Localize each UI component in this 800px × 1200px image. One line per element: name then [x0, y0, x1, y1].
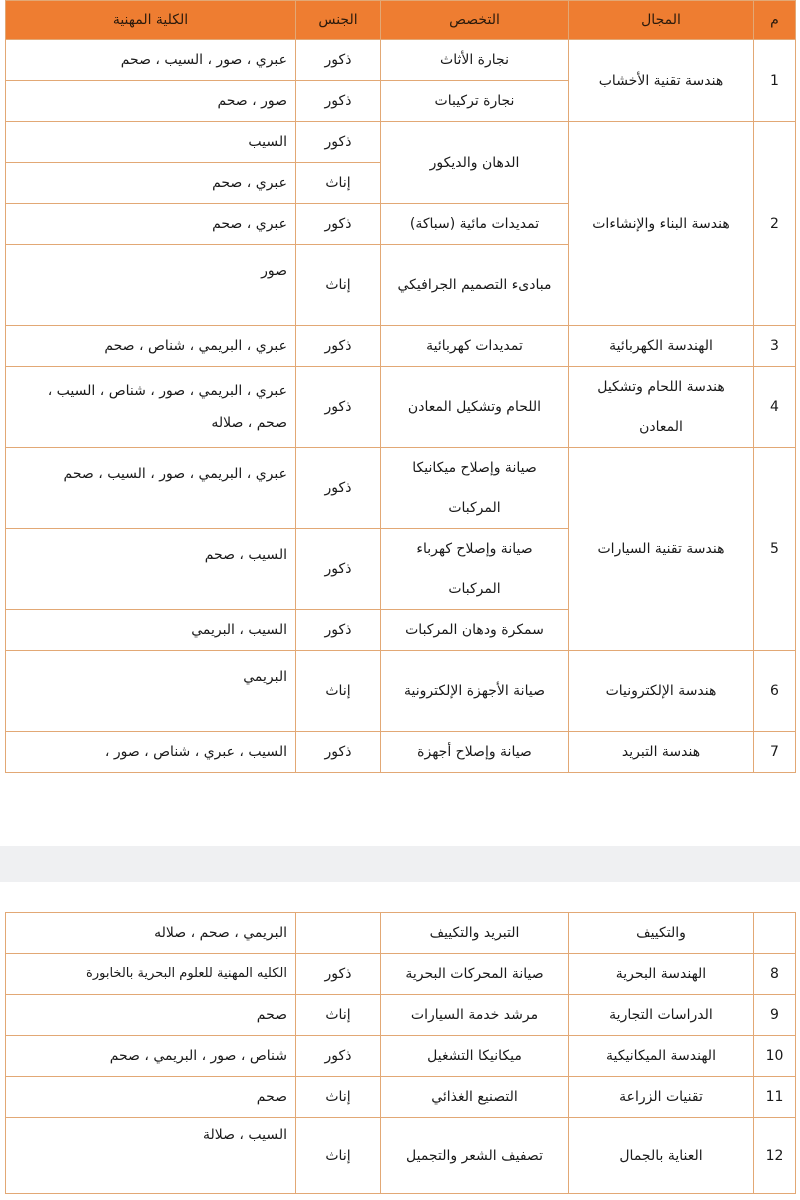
field-cell: هندسة البناء والإنشاءات [569, 122, 754, 326]
header-college: الكلية المهنية [6, 1, 296, 40]
gender-cell: ذكور [296, 40, 381, 81]
college-cell: صحم [6, 1077, 296, 1118]
gender-cell: ذكور [296, 732, 381, 773]
specialization-cell: نجارة الأثاث [381, 40, 569, 81]
field-cell: الهندسة الكهربائية [569, 326, 754, 367]
field-cell: والتكييف [569, 913, 754, 954]
row-number [754, 913, 796, 954]
gender-cell: ذكور [296, 204, 381, 245]
header-field: المجال [569, 1, 754, 40]
row-number: 4 [754, 367, 796, 448]
specialization-cell: سمكرة ودهان المركبات [381, 610, 569, 651]
college-cell: الكليه المهنية للعلوم البحرية بالخابورة [6, 954, 296, 995]
field-cell: الهندسة الميكانيكية [569, 1036, 754, 1077]
college-cell: صور ، صحم [6, 81, 296, 122]
table-row [6, 732, 796, 773]
college-cell: السيب ، البريمي [6, 610, 296, 651]
specialization-cell: مبادىء التصميم الجرافيكي [381, 245, 569, 326]
specialization-cell: صيانة وإصلاح ميكانيكا المركبات [381, 448, 569, 529]
specialization-cell: الدهان والديكور [381, 122, 569, 204]
gender-cell: إناث [296, 995, 381, 1036]
college-cell: السيب [6, 122, 296, 163]
college-cell: عبري ، البريمي ، صور ، شناص ، السيب ، صحم ، صلاله [6, 367, 296, 448]
specialization-cell: نجارة تركيبات [381, 81, 569, 122]
row-number: 2 [754, 122, 796, 326]
college-cell: عبري ، صور ، السيب ، صحم [6, 40, 296, 81]
specialization-cell: تمديدات كهربائية [381, 326, 569, 367]
field-cell: العناية بالجمال [569, 1118, 754, 1194]
row-number: 7 [754, 732, 796, 773]
gender-cell: ذكور [296, 1036, 381, 1077]
specialization-cell: ميكانيكا التشغيل [381, 1036, 569, 1077]
field-cell: الدراسات التجارية [569, 995, 754, 1036]
header-gender: الجنس [296, 1, 381, 40]
row-number: 9 [754, 995, 796, 1036]
college-cell: السيب ، صحم [6, 529, 296, 610]
gender-cell: ذكور [296, 81, 381, 122]
gender-cell: إناث [296, 1118, 381, 1194]
college-cell: عبري ، البريمي ، صور ، السيب ، صحم [6, 448, 296, 529]
row-number: 5 [754, 448, 796, 651]
gender-cell: ذكور [296, 954, 381, 995]
table-row [6, 448, 796, 529]
gender-cell: إناث [296, 651, 381, 732]
gender-cell: إناث [296, 245, 381, 326]
programs-table [5, 0, 796, 773]
header-num: م [754, 1, 796, 40]
row-number: 3 [754, 326, 796, 367]
gender-cell: ذكور [296, 610, 381, 651]
college-cell: عبري ، صحم [6, 204, 296, 245]
table-row [6, 651, 796, 732]
college-cell: البريمي ، صحم ، صلاله [6, 913, 296, 954]
header-specialization: التخصص [381, 1, 569, 40]
college-cell: عبري ، صحم [6, 163, 296, 204]
college-cell: السيب ، عبري ، شناص ، صور ، [6, 732, 296, 773]
gender-cell: ذكور [296, 448, 381, 529]
table-row [6, 1118, 796, 1194]
field-cell: تقنيات الزراعة [569, 1077, 754, 1118]
gender-cell: إناث [296, 163, 381, 204]
programs-table-continued [5, 912, 796, 1194]
row-number: 12 [754, 1118, 796, 1194]
gender-cell: ذكور [296, 367, 381, 448]
table-row [6, 122, 796, 163]
table-row [6, 913, 796, 954]
specialization-cell: اللحام وتشكيل المعادن [381, 367, 569, 448]
table-row [6, 1036, 796, 1077]
specialization-cell: صيانة وإصلاح كهرباء المركبات [381, 529, 569, 610]
specialization-cell: صيانة وإصلاح أجهزة [381, 732, 569, 773]
row-number: 11 [754, 1077, 796, 1118]
row-number: 10 [754, 1036, 796, 1077]
header-row [6, 1, 796, 40]
field-cell: هندسة اللحام وتشكيل المعادن [569, 367, 754, 448]
specialization-cell: صيانة الأجهزة الإلكترونية [381, 651, 569, 732]
gender-cell: ذكور [296, 529, 381, 610]
specialization-cell: صيانة المحركات البحرية [381, 954, 569, 995]
gender-cell: ذكور [296, 122, 381, 163]
row-number: 6 [754, 651, 796, 732]
field-cell: هندسة التبريد [569, 732, 754, 773]
gender-cell: إناث [296, 1077, 381, 1118]
gender-cell [296, 913, 381, 954]
table-row [6, 954, 796, 995]
field-cell: هندسة الإلكترونيات [569, 651, 754, 732]
table-row [6, 995, 796, 1036]
specialization-cell: مرشد خدمة السيارات [381, 995, 569, 1036]
specialization-cell: تصفيف الشعر والتجميل [381, 1118, 569, 1194]
college-cell: شناص ، صور ، البريمي ، صحم [6, 1036, 296, 1077]
field-cell: هندسة تقنية السيارات [569, 448, 754, 651]
row-number: 8 [754, 954, 796, 995]
table-row [6, 40, 796, 81]
page-break [0, 846, 800, 882]
specialization-cell: التبريد والتكييف [381, 913, 569, 954]
college-cell: صور [6, 245, 296, 326]
field-cell: هندسة تقنية الأخشاب [569, 40, 754, 122]
table-row [6, 1077, 796, 1118]
gender-cell: ذكور [296, 326, 381, 367]
college-cell: السيب ، صلالة [6, 1118, 296, 1194]
college-cell: البريمي [6, 651, 296, 732]
field-cell: الهندسة البحرية [569, 954, 754, 995]
row-number: 1 [754, 40, 796, 122]
specialization-cell: التصنيع الغذائي [381, 1077, 569, 1118]
table-row [6, 326, 796, 367]
specialization-cell: تمديدات مائية (سباكة) [381, 204, 569, 245]
college-cell: صحم [6, 995, 296, 1036]
college-cell: عبري ، البريمي ، شناص ، صحم [6, 326, 296, 367]
table-row [6, 367, 796, 448]
